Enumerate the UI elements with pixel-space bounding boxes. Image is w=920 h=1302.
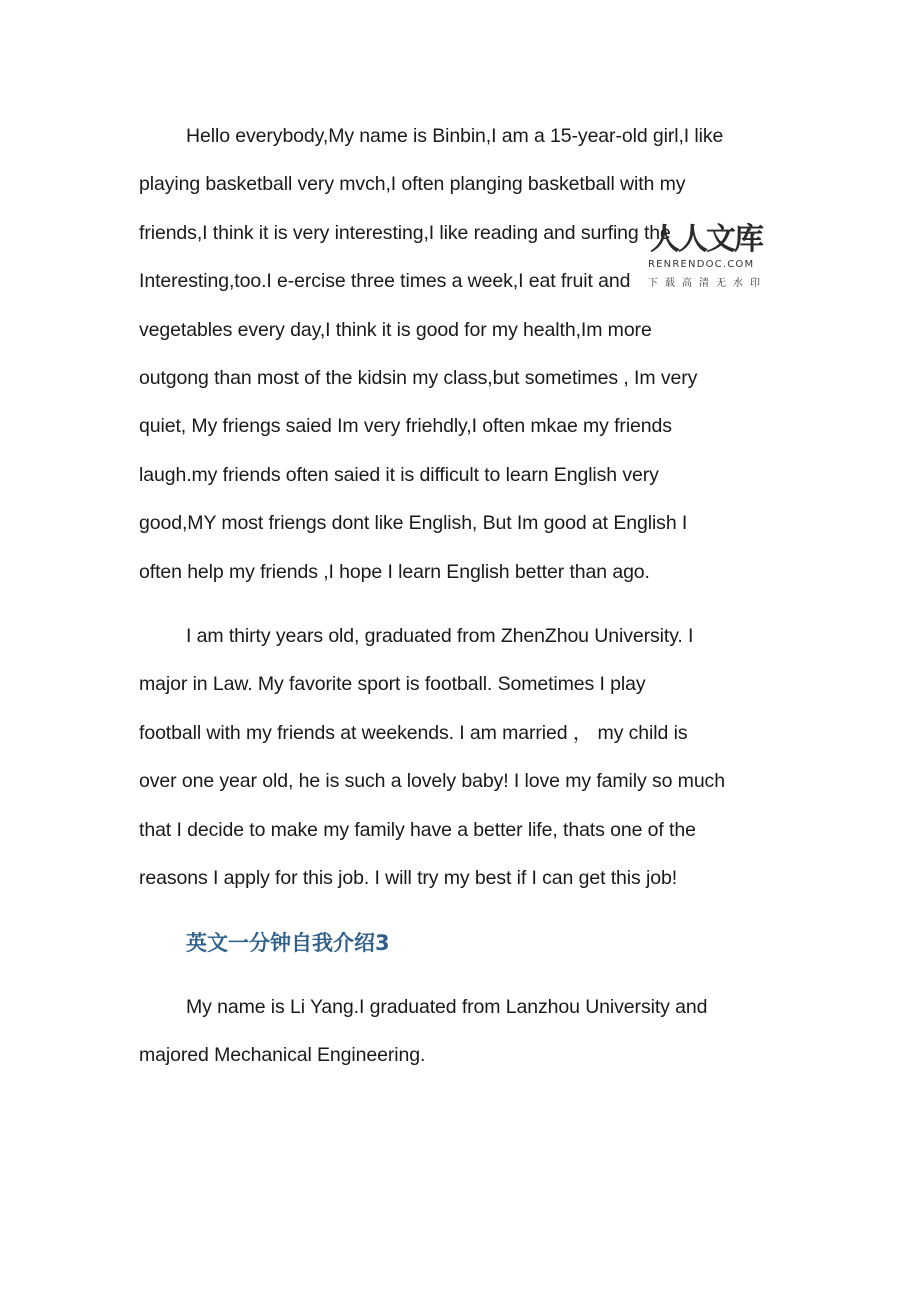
text-line: quiet, My friengs saied Im very friehdly,I often mkae my friends bbox=[139, 415, 672, 438]
text-line: often help my friends ,I hope I learn English better than ago. bbox=[139, 560, 650, 583]
text-line: playing basketball very mvch,I often planging basketball with my bbox=[139, 173, 686, 196]
watermark-slogan: 下载高清无水印 bbox=[648, 278, 767, 289]
document-body bbox=[139, 112, 784, 1079]
watermark-domain: RENRENDOC.COM bbox=[648, 259, 755, 270]
text-line: that I decide to make my family have a better life, thats one of the bbox=[139, 818, 696, 841]
watermark-title: 人人文库 bbox=[650, 222, 762, 257]
text-line: friends,I think it is very interesting,I like reading and surfing the bbox=[139, 221, 671, 244]
text-line: vegetables every day,I think it is good for my health,Im more bbox=[139, 318, 652, 341]
text-line: Hello everybody,My name is Binbin,I am a 15-year-old girl,I like bbox=[186, 125, 724, 147]
text-line: I am thirty years old, graduated from ZhenZhou University. I bbox=[186, 625, 694, 648]
paragraph-li-yang-intro bbox=[139, 983, 784, 1080]
paragraph-thirty-years-old bbox=[139, 612, 784, 902]
text-line: football with my friends at weekends. I am married ， my child is bbox=[139, 721, 688, 744]
section-heading: 英文一分钟自我介绍3 bbox=[186, 930, 390, 955]
paragraph-binbin-intro bbox=[139, 112, 784, 596]
text-line: major in Law. My favorite sport is football. Sometimes I play bbox=[139, 673, 646, 696]
text-line: laugh.my friends often saied it is difficult to learn English very bbox=[139, 463, 659, 486]
text-line: good,MY most friengs dont like English, But Im good at English I bbox=[139, 512, 688, 535]
text-line: reasons I apply for this job. I will try my best if I can get this job! bbox=[139, 867, 678, 890]
text-line: over one year old, he is such a lovely baby! I love my family so much bbox=[139, 770, 725, 793]
text-line: majored Mechanical Engineering. bbox=[139, 1043, 426, 1066]
text-line: My name is Li Yang.I graduated from Lanzhou University and bbox=[186, 995, 708, 1018]
text-line: Interesting,too.I e-ercise three times a week,I eat fruit and bbox=[139, 270, 631, 293]
text-line: outgong than most of the kidsin my class,but sometimes , Im very bbox=[139, 367, 698, 390]
